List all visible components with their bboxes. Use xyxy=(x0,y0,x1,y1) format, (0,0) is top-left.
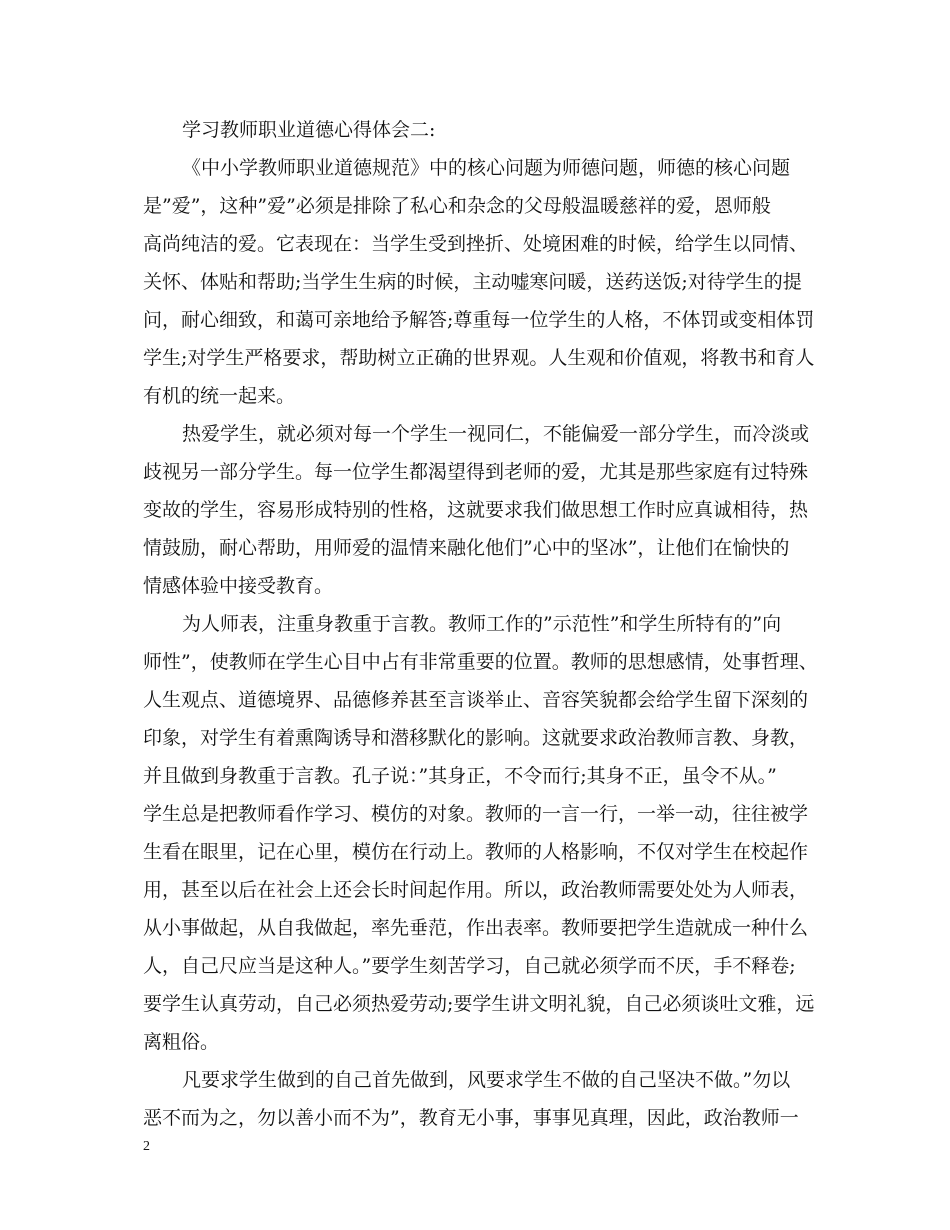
paragraph-line: 恶不而为之，勿以善小而不为”，教育无小事，事事见真理，因此，政治教师一 xyxy=(143,1107,799,1129)
paragraph-line: 学生;对学生严格要求，帮助树立正确的世界观。人生观和价值观，将教书和育人 xyxy=(143,347,815,369)
paragraph-line: 变故的学生，容易形成特别的性格，这就要求我们做思想工作时应真诚相待，热 xyxy=(143,499,809,521)
paragraph-line: 人，自己尺应当是这种人。”要学生刻苦学习，自己就必须学而不厌，手不释卷; xyxy=(143,955,796,977)
paragraph-line: 关怀、体贴和帮助;当学生生病的时候，主动嘘寒问暖，送药送饭;对待学生的提 xyxy=(143,271,802,293)
paragraph-line: 离粗俗。 xyxy=(143,1031,220,1053)
paragraph-line: 学生总是把教师看作学习、模仿的对象。教师的一言一行，一举一动，往往被学 xyxy=(143,803,809,825)
paragraph-line: 《中小学教师职业道德规范》中的核心问题为师德问题，师德的核心问题 xyxy=(182,157,791,179)
paragraph-line: 印象，对学生有着熏陶诱导和潜移默化的影响。这就要求政治教师言教、身教， xyxy=(143,727,809,749)
paragraph-line: 为人师表，注重身教重于言教。教师工作的”示范性”和学生所特有的”向 xyxy=(182,613,782,635)
paragraph-line: 有机的统一起来。 xyxy=(143,385,296,407)
paragraph-line: 热爱学生，就必须对每一个学生一视同仁，不能偏爱一部分学生，而冷淡或 xyxy=(182,423,810,445)
paragraph-line: 并且做到身教重于言教。孔子说：”其身正，不令而行;其身不正，虽令不从。” xyxy=(143,765,777,787)
paragraph-line: 用，甚至以后在社会上还会长时间起作用。所以，政治教师需要处处为人师表， xyxy=(143,879,809,901)
paragraph-line: 凡要求学生做到的自己首先做到，风要求学生不做的自己坚决不做。”勿以 xyxy=(182,1069,791,1091)
paragraph-line: 问，耐心细致，和蔼可亲地给予解答;尊重每一位学生的人格，不体罚或变相体罚 xyxy=(143,309,815,331)
paragraph-line: 情感体验中接受教育。 xyxy=(143,575,334,597)
page-number: 2 xyxy=(143,1139,150,1154)
paragraph-line: 情鼓励，耐心帮助，用师爱的温情来融化他们”心中的坚冰”，让他们在愉快的 xyxy=(143,537,790,559)
paragraph-line: 高尚纯洁的爱。它表现在：当学生受到挫折、处境困难的时候，给学生以同情、 xyxy=(143,233,809,255)
section-heading: 学习教师职业道德心得体会二: xyxy=(182,119,436,141)
paragraph-line: 生看在眼里，记在心里，模仿在行动上。教师的人格影响，不仅对学生在校起作 xyxy=(143,841,809,863)
paragraph-line: 歧视另一部分学生。每一位学生都渴望得到老师的爱，尤其是那些家庭有过特殊 xyxy=(143,461,809,483)
paragraph-line: 人生观点、道德境界、品德修养甚至言谈举止、音容笑貌都会给学生留下深刻的 xyxy=(143,689,809,711)
paragraph-line: 要学生认真劳动，自己必须热爱劳动;要学生讲文明礼貌，自己必须谈吐文雅，远 xyxy=(143,993,815,1015)
paragraph-line: 是”爱”，这种”爱”必须是排除了私心和杂念的父母般温暖慈祥的爱，恩师般 xyxy=(143,195,771,217)
paragraph-line: 师性”，使教师在学生心目中占有非常重要的位置。教师的思想感情，处事哲理、 xyxy=(143,651,818,673)
paragraph-line: 从小事做起，从自我做起，率先垂范，作出表率。教师要把学生造就成一种什么 xyxy=(143,917,809,939)
